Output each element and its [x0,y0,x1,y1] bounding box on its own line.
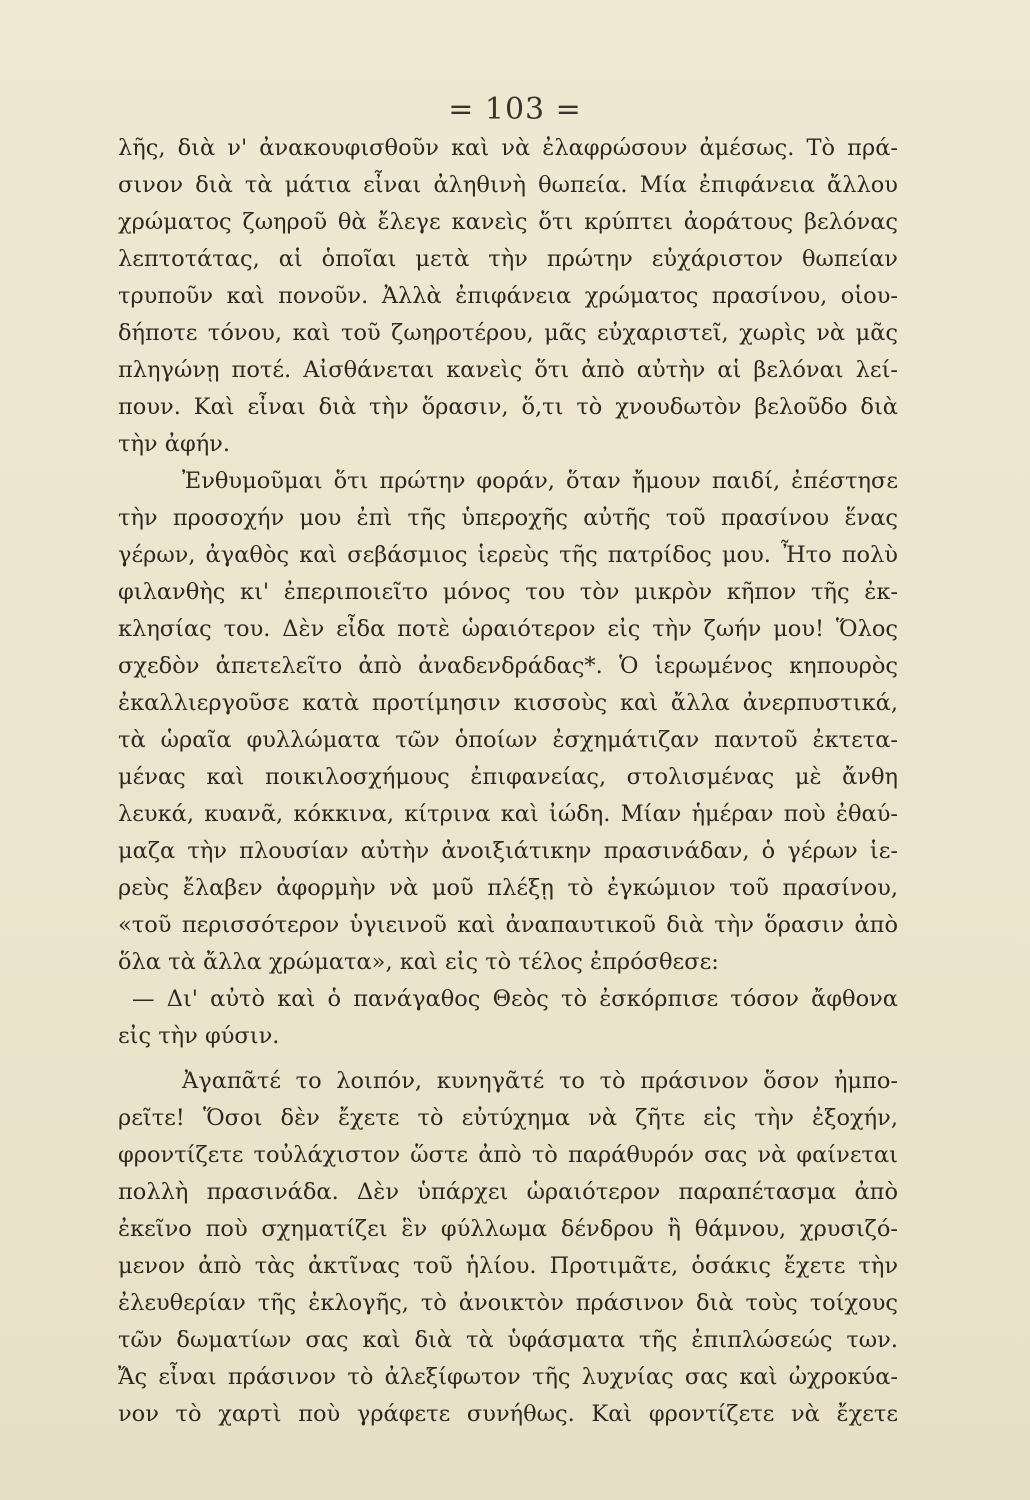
text-line: μενον ἀπὸ τὰς ἀκτῖνας τοῦ ἡλίου. Προτιμᾶτε, ὁσάκις ἔχετε τὴν [118,1253,898,1279]
text-line: ρεῖτε! Ὅσοι δὲν ἔχετε τὸ εὐτύχημα νὰ ζῆτε εἰς τὴν ἐξοχήν, [118,1105,898,1131]
text-line: σχεδὸν ἀπετελεῖτο ἀπὸ ἀναδενδράδας*. Ὁ ἱερωμένος κηπουρὸς [118,653,898,679]
text-line: μένας καὶ ποικιλοσχήμους ἐπιφανείας, στολισμένας μὲ ἄνθη [118,764,898,790]
text-line: μαζα τὴν πλουσίαν αὐτὴν ἀνοιξιάτικην πρασινάδαν, ὁ γέρων ἱε- [118,838,898,864]
body-text [118,130,898,1433]
text-line: πουν. Καὶ εἶναι διὰ τὴν ὅρασιν, ὅ,τι τὸ χνουδωτὸν βελοῦδο διὰ [118,394,898,420]
text-line: κλησίας του. Δὲν εἶδα ποτὲ ὡραιότερον εἰς τὴν ζωήν μου! Ὅλος [118,616,898,642]
text-line: «τοῦ περισσότερον ὑγιεινοῦ καὶ ἀναπαυτικοῦ διὰ τὴν ὅρασιν ἀπὸ [118,912,898,938]
text-line: λεπτοτάτας, αἱ ὁποῖαι μετὰ τὴν πρώτην εὐχάριστον θωπείαν [118,246,898,272]
text-line: Ἄς εἶναι πράσινον τὸ ἀλεξίφωτον τῆς λυχνίας σας καὶ ὠχροκύα- [118,1364,898,1390]
text-line: τῶν δωματίων σας καὶ διὰ τὰ ὑφάσματα τῆς ἐπιπλώσεώς των. [118,1327,898,1353]
text-line: νον τὸ χαρτὶ ποὺ γράφετε συνήθως. Καὶ φροντίζετε νὰ ἔχετε [118,1401,898,1427]
text-line: εἰς τὴν φύσιν. [118,1023,280,1049]
text-line: ρεὺς ἔλαβεν ἀφορμὴν νὰ μοῦ πλέξῃ τὸ ἐγκώμιον τοῦ πρασίνου, [118,875,898,901]
text-line: Ἐνθυμοῦμαι ὅτι πρώτην φοράν, ὅταν ἤμουν παιδί, ἐπέστησε [182,468,898,494]
text-line: λευκά, κυανᾶ, κόκκινα, κίτρινα καὶ ἰώδη. Μίαν ἡμέραν ποὺ ἐθαύ- [118,801,898,827]
text-line: πολλὴ πρασινάδα. Δὲν ὑπάρχει ὡραιότερον παραπέτασμα ἀπὸ [118,1179,898,1205]
paragraph-gap [118,1055,898,1063]
text-line: γέρων, ἀγαθὸς καὶ σεβάσμιος ἱερεὺς τῆς πατρίδος μου. Ἦτο πολὺ [118,542,898,568]
text-line: Ἀγαπᾶτέ το λοιπόν, κυνηγᾶτέ το τὸ πράσινον ὅσον ἠμπο- [182,1068,898,1094]
text-line: πληγώνῃ ποτέ. Αἰσθάνεται κανεὶς ὅτι ἀπὸ αὐτὴν αἱ βελόναι λεί- [118,357,898,383]
text-line: λῆς, διὰ ν' ἀνακουφισθοῦν καὶ νὰ ἐλαφρώσουν ἀμέσως. Τὸ πρά- [118,135,898,161]
text-line: χρώματος ζωηροῦ θὰ ἔλεγε κανεὶς ὅτι κρύπτει ἀοράτους βελόνας [118,209,898,235]
text-line: ὅλα τὰ ἄλλα χρώματα», καὶ εἰς τὸ τέλος ἐπρόσθεσε: [118,949,719,975]
text-line: τὴν προσοχήν μου ἐπὶ τῆς ὑπεροχῆς αὐτῆς τοῦ πρασίνου ἕνας [118,505,898,531]
text-line: δήποτε τόνου, καὶ τοῦ ζωηροτέρου, μᾶς εὐχαριστεῖ, χωρὶς νὰ μᾶς [118,320,898,346]
text-line: φιλανθὴς κι' ἐπεριποιεῖτο μόνος του τὸν μικρὸν κῆπον τῆς ἐκ- [118,579,898,605]
text-line: σινον διὰ τὰ μάτια εἶναι ἀληθινὴ θωπεία. Μία ἐπιφάνεια ἄλλου [118,172,898,198]
text-line: — Δι' αὐτὸ καὶ ὁ πανάγαθος Θεὸς τὸ ἐσκόρπισε τόσον ἄφθονα [132,986,898,1012]
text-line: τρυποῦν καὶ πονοῦν. Ἀλλὰ ἐπιφάνεια χρώματος πρασίνου, οἱου- [118,283,898,309]
text-line: φροντίζετε τοὐλάχιστον ὥστε ἀπὸ τὸ παράθυρόν σας νὰ φαίνεται [118,1142,898,1168]
text-line: ἐκεῖνο ποὺ σχηματίζει ἓν φύλλωμα δένδρου ἢ θάμνου, χρυσιζό- [118,1216,898,1242]
text-line: τὰ ὡραῖα φυλλώματα τῶν ὁποίων ἐσχημάτιζαν παντοῦ ἐκτετα- [118,727,898,753]
text-line: τὴν ἀφήν. [118,431,231,457]
page-number: = 103 = [448,92,582,127]
text-line: ἐλευθερίαν τῆς ἐκλογῆς, τὸ ἀνοικτὸν πράσινον διὰ τοὺς τοίχους [118,1290,898,1316]
text-line: ἐκαλλιεργοῦσε κατὰ προτίμησιν κισσοὺς καὶ ἄλλα ἀνερπυστικά, [118,690,898,716]
